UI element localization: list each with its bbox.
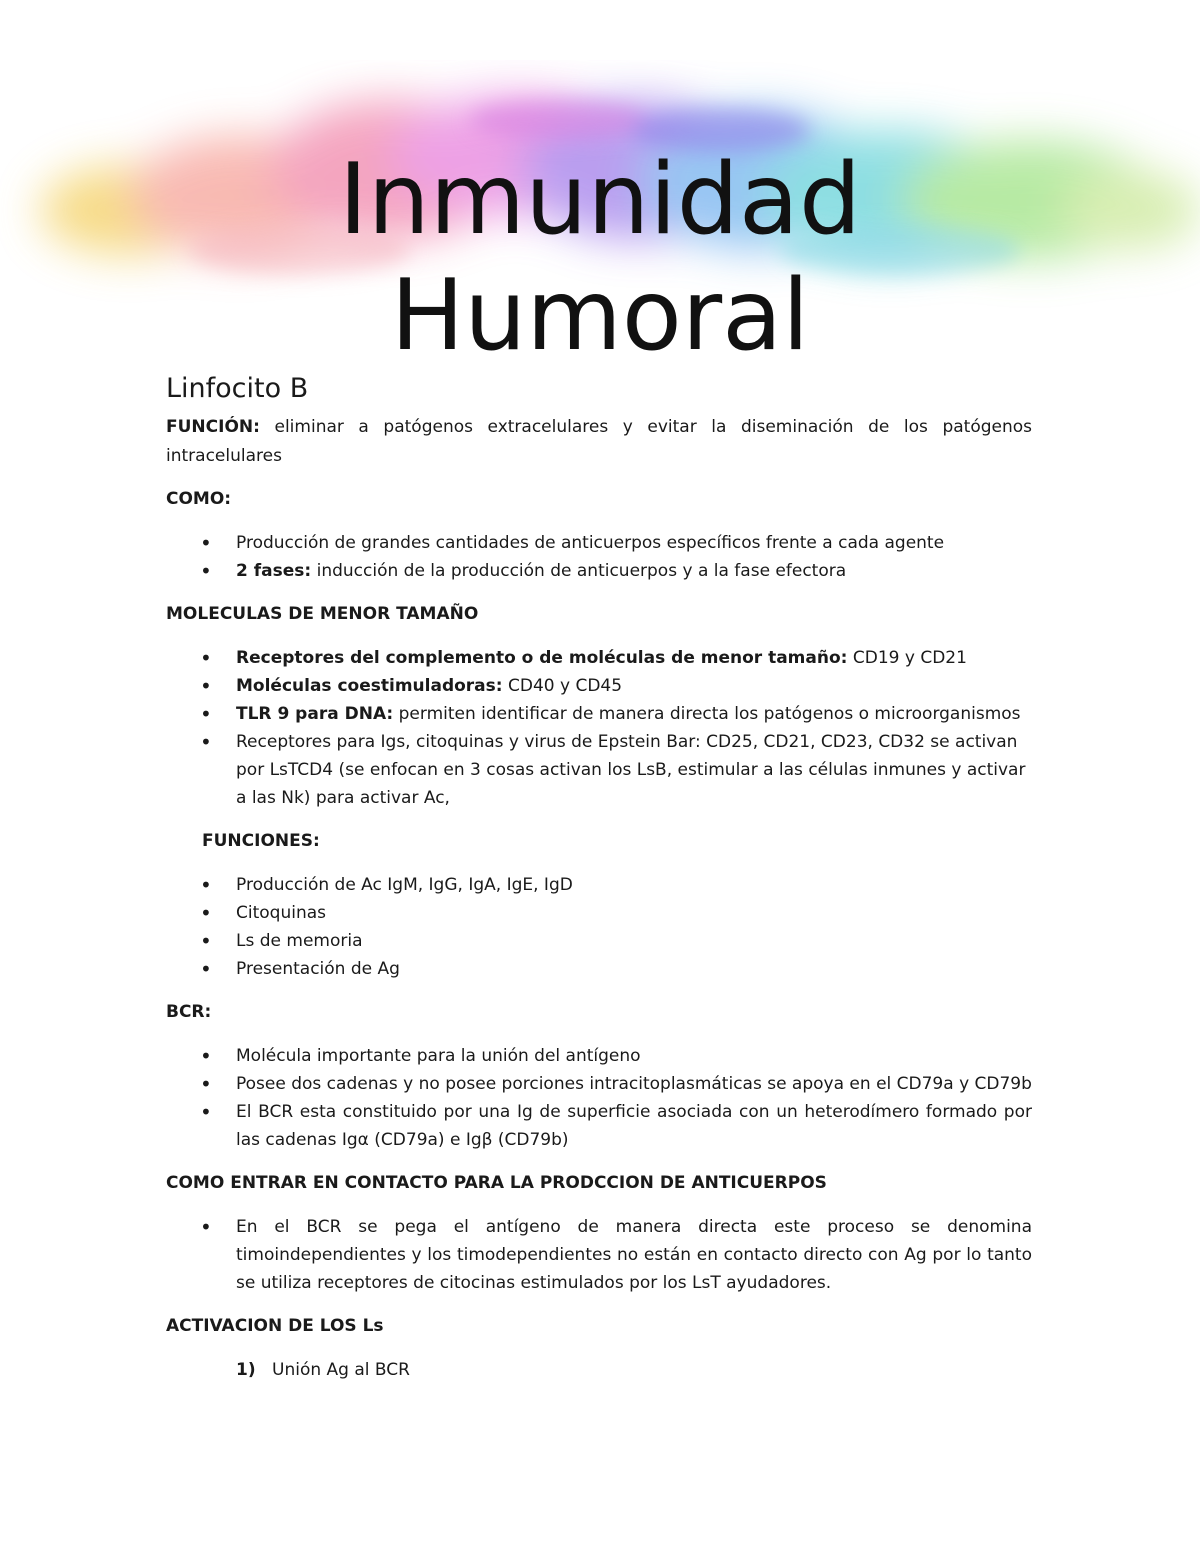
step-number: 1): [236, 1360, 256, 1380]
funcion-paragraph: [166, 413, 1032, 471]
contacto-heading: COMO ENTRAR EN CONTACTO PARA LA PRODCCION DE ANTICUERPOS: [166, 1173, 827, 1193]
list-item: • El BCR esta constituido por una Ig de superficie asociada con un heterodímero formado por las cadenas Igα (CD79a) e Igβ (CD79b): [166, 1098, 1032, 1154]
bcr-list: [166, 1042, 1032, 1154]
list-item: • Receptores para Igs, citoquinas y virus de Epstein Bar: CD25, CD21, CD23, CD32 se activan por LsTCD4 (se enfocan en 3 cosas activan los LsB, estimular a las células inmunes y activar a las Nk) para activar Ac,: [166, 728, 1032, 812]
funcion-label: FUNCIÓN:: [166, 417, 260, 437]
list-item: • Receptores del complemento o de moléculas de menor tamaño: CD19 y CD21: [166, 644, 1032, 672]
page-title-line1: Inmunidad: [338, 143, 862, 257]
list-item: • 2 fases: inducción de la producción de anticuerpos y a la fase efectora: [166, 557, 1032, 585]
section-title: Linfocito B: [166, 373, 309, 404]
activacion-heading: ACTIVACION DE LOS Ls: [166, 1316, 384, 1336]
list-item: • Molécula importante para la unión del antígeno: [166, 1042, 1032, 1070]
contacto-list: [166, 1213, 1032, 1297]
list-item: • Producción de grandes cantidades de anticuerpos específicos frente a cada agente: [166, 529, 1032, 557]
moleculas-list: [166, 644, 1032, 812]
list-item: • Posee dos cadenas y no posee porciones intracitoplasmáticas se apoya en el CD79a y CD79b: [166, 1070, 1032, 1098]
list-item: • Moléculas coestimuladoras: CD40 y CD45: [166, 672, 1032, 700]
list-item: • Citoquinas: [166, 899, 1032, 927]
como-heading: COMO:: [166, 489, 232, 509]
list-item: • Ls de memoria: [166, 927, 1032, 955]
list-item: • Producción de Ac IgM, IgG, IgA, IgE, IgD: [166, 871, 1032, 899]
moleculas-heading: MOLECULAS DE MENOR TAMAÑO: [166, 604, 479, 624]
list-item: • Presentación de Ag: [166, 955, 1032, 983]
list-item: 1) Unión Ag al BCR: [166, 1356, 1032, 1384]
funciones-list: [166, 871, 1032, 983]
document-body: [166, 372, 1032, 1384]
page-title-line2: Humoral: [390, 259, 810, 373]
funcion-text: eliminar a patógenos extracelulares y evitar la diseminación de los patógenos intracelulares: [166, 417, 1032, 466]
como-list: [166, 529, 1032, 585]
list-item: • En el BCR se pega el antígeno de manera directa este proceso se denomina timoindependientes y los timodependientes no están en contacto directo con Ag por lo tanto se utiliza receptores de citocinas estimulados por los LsT ayudadores.: [166, 1213, 1032, 1297]
bcr-heading: BCR:: [166, 1002, 212, 1022]
activacion-steps: [166, 1356, 1032, 1384]
funciones-heading: FUNCIONES:: [202, 831, 320, 851]
list-item: • TLR 9 para DNA: permiten identificar de manera directa los patógenos o microorganismos: [166, 700, 1032, 728]
